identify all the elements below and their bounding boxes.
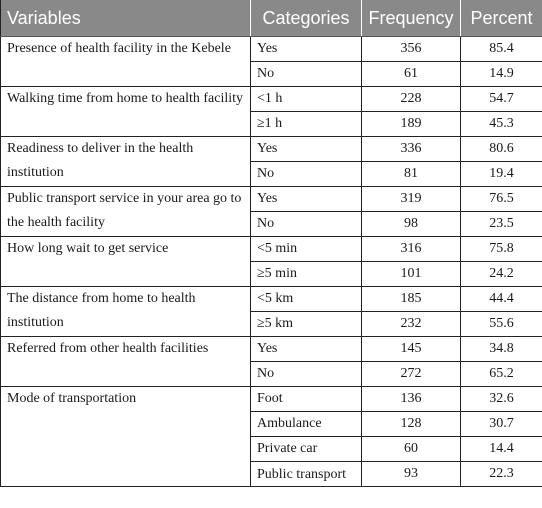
frequency-cell: 189 xyxy=(362,112,461,137)
variable-cell: Mode of transportation xyxy=(1,387,251,487)
percent-cell: 85.4 xyxy=(461,37,542,62)
category-cell: <5 km xyxy=(251,287,362,312)
header-percent: Percent xyxy=(461,0,542,37)
percent-cell: 55.6 xyxy=(461,312,542,337)
percent-cell: 65.2 xyxy=(461,362,542,387)
percent-cell: 22.3 xyxy=(461,462,542,487)
header-frequency: Frequency xyxy=(362,0,461,37)
variable-cell: Referred from other health facilities xyxy=(1,337,251,387)
category-cell: Foot xyxy=(251,387,362,412)
header-categories: Categories xyxy=(251,0,362,37)
table-row xyxy=(1,237,542,262)
variable-cell: Readiness to deliver in the health institution xyxy=(1,137,251,187)
percent-cell: 32.6 xyxy=(461,387,542,412)
category-cell: Yes xyxy=(251,137,362,162)
percent-cell: 44.4 xyxy=(461,287,542,312)
percent-cell: 24.2 xyxy=(461,262,542,287)
category-cell: ≥5 km xyxy=(251,312,362,337)
category-cell: Yes xyxy=(251,187,362,212)
frequency-cell: 61 xyxy=(362,62,461,87)
variable-cell: Walking time from home to health facility xyxy=(1,87,251,137)
table-row xyxy=(1,387,542,412)
frequency-cell: 272 xyxy=(362,362,461,387)
frequency-cell: 136 xyxy=(362,387,461,412)
variable-cell: Public transport service in your area go to the health facility xyxy=(1,187,251,237)
category-cell: ≥5 min xyxy=(251,262,362,287)
category-cell: Private car xyxy=(251,437,362,462)
percent-cell: 54.7 xyxy=(461,87,542,112)
category-cell: No xyxy=(251,362,362,387)
frequency-cell: 319 xyxy=(362,187,461,212)
frequency-cell: 316 xyxy=(362,237,461,262)
category-cell: <1 h xyxy=(251,87,362,112)
percent-cell: 23.5 xyxy=(461,212,542,237)
table-row xyxy=(1,287,542,312)
percent-cell: 80.6 xyxy=(461,137,542,162)
table-row xyxy=(1,37,542,62)
percent-cell: 30.7 xyxy=(461,412,542,437)
percent-cell: 14.4 xyxy=(461,437,542,462)
percent-cell: 76.5 xyxy=(461,187,542,212)
frequency-cell: 60 xyxy=(362,437,461,462)
category-cell: No xyxy=(251,62,362,87)
variable-cell: The distance from home to health institution xyxy=(1,287,251,337)
table-header xyxy=(1,0,542,37)
frequency-cell: 81 xyxy=(362,162,461,187)
frequency-cell: 185 xyxy=(362,287,461,312)
header-row xyxy=(1,0,542,37)
category-cell: No xyxy=(251,212,362,237)
category-cell: Ambulance xyxy=(251,412,362,437)
frequency-cell: 336 xyxy=(362,137,461,162)
percent-cell: 45.3 xyxy=(461,112,542,137)
table-row xyxy=(1,187,542,212)
frequency-cell: 356 xyxy=(362,37,461,62)
frequency-cell: 98 xyxy=(362,212,461,237)
variable-cell: Presence of health facility in the Kebele xyxy=(1,37,251,87)
frequency-cell: 101 xyxy=(362,262,461,287)
percent-cell: 75.8 xyxy=(461,237,542,262)
table-row xyxy=(1,87,542,112)
percent-cell: 19.4 xyxy=(461,162,542,187)
frequency-cell: 93 xyxy=(362,462,461,487)
percent-cell: 14.9 xyxy=(461,62,542,87)
variable-cell: How long wait to get service xyxy=(1,237,251,287)
percent-cell: 34.8 xyxy=(461,337,542,362)
category-cell: <5 min xyxy=(251,237,362,262)
table-row xyxy=(1,337,542,362)
category-cell: Public transport xyxy=(251,462,362,487)
table-body xyxy=(1,37,542,487)
header-variables: Variables xyxy=(1,0,251,37)
category-cell: Yes xyxy=(251,37,362,62)
category-cell: ≥1 h xyxy=(251,112,362,137)
frequency-cell: 145 xyxy=(362,337,461,362)
frequency-cell: 228 xyxy=(362,87,461,112)
category-cell: Yes xyxy=(251,337,362,362)
category-cell: No xyxy=(251,162,362,187)
frequency-cell: 232 xyxy=(362,312,461,337)
frequency-cell: 128 xyxy=(362,412,461,437)
table-row xyxy=(1,137,542,162)
